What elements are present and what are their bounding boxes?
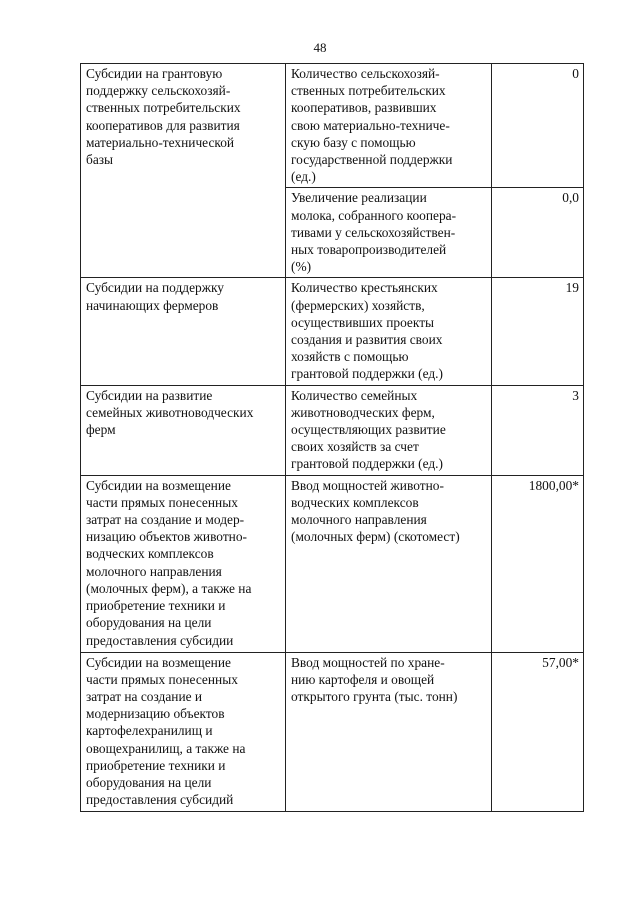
table-row (81, 385, 584, 475)
value-cell: 19 (492, 278, 584, 385)
value-cell: 0,0 (492, 188, 584, 278)
value-cell: 3 (492, 385, 584, 475)
table-row (81, 278, 584, 385)
measure-cell: Субсидии на поддержку начинающих фермеров (81, 278, 286, 385)
indicator-cell: Ввод мощностей животно- водческих комплексов молочного направления (молочных ферм) (скотомест) (286, 475, 492, 652)
page-number: 48 (313, 40, 327, 55)
value-cell: 0 (492, 64, 584, 188)
measure-cell: Субсидии на развитие семейных животноводческих ферм (81, 385, 286, 475)
value-cell: 1800,00* (492, 475, 584, 652)
table-row (81, 652, 584, 811)
measure-cell: Субсидии на грантовую поддержку сельскохозяй- ственных потребительских кооперативов для развития материально-технической базы (81, 64, 286, 278)
indicator-cell: Увеличение реализации молока, собранного коопера- тивами у сельскохозяйствен- ных товаропроизводителей (%) (286, 188, 492, 278)
indicator-cell: Количество семейных животноводческих ферм, осуществляющих развитие своих хозяйств за счет грантовой поддержки (ед.) (286, 385, 492, 475)
subsidy-indicators-table (80, 63, 584, 812)
indicator-cell: Ввод мощностей по хране- нию картофеля и овощей открытого грунта (тыс. тонн) (286, 652, 492, 811)
measure-cell: Субсидии на возмещение части прямых понесенных затрат на создание и модер- низацию объектов животно- водческих комплексов молочного направления (молочных ферм), а также на приобретение техники и оборудования на цели предоставления субсидии (81, 475, 286, 652)
indicator-cell: Количество крестьянских (фермерских) хозяйств, осуществивших проекты создания и развития своих хозяйств с помощью грантовой поддержки (ед.) (286, 278, 492, 385)
measure-cell: Субсидии на возмещение части прямых понесенных затрат на создание и модернизацию объектов картофелехранилищ и овощехранилищ, а также на приобретение техники и оборудования на цели предоставления субсидий (81, 652, 286, 811)
table-row (81, 64, 584, 188)
value-cell: 57,00* (492, 652, 584, 811)
indicator-cell: Количество сельскохозяй- ственных потребительских кооперативов, развивших свою материально-техниче- скую базу с помощью государственной поддержки (ед.) (286, 64, 492, 188)
table-row (81, 475, 584, 652)
